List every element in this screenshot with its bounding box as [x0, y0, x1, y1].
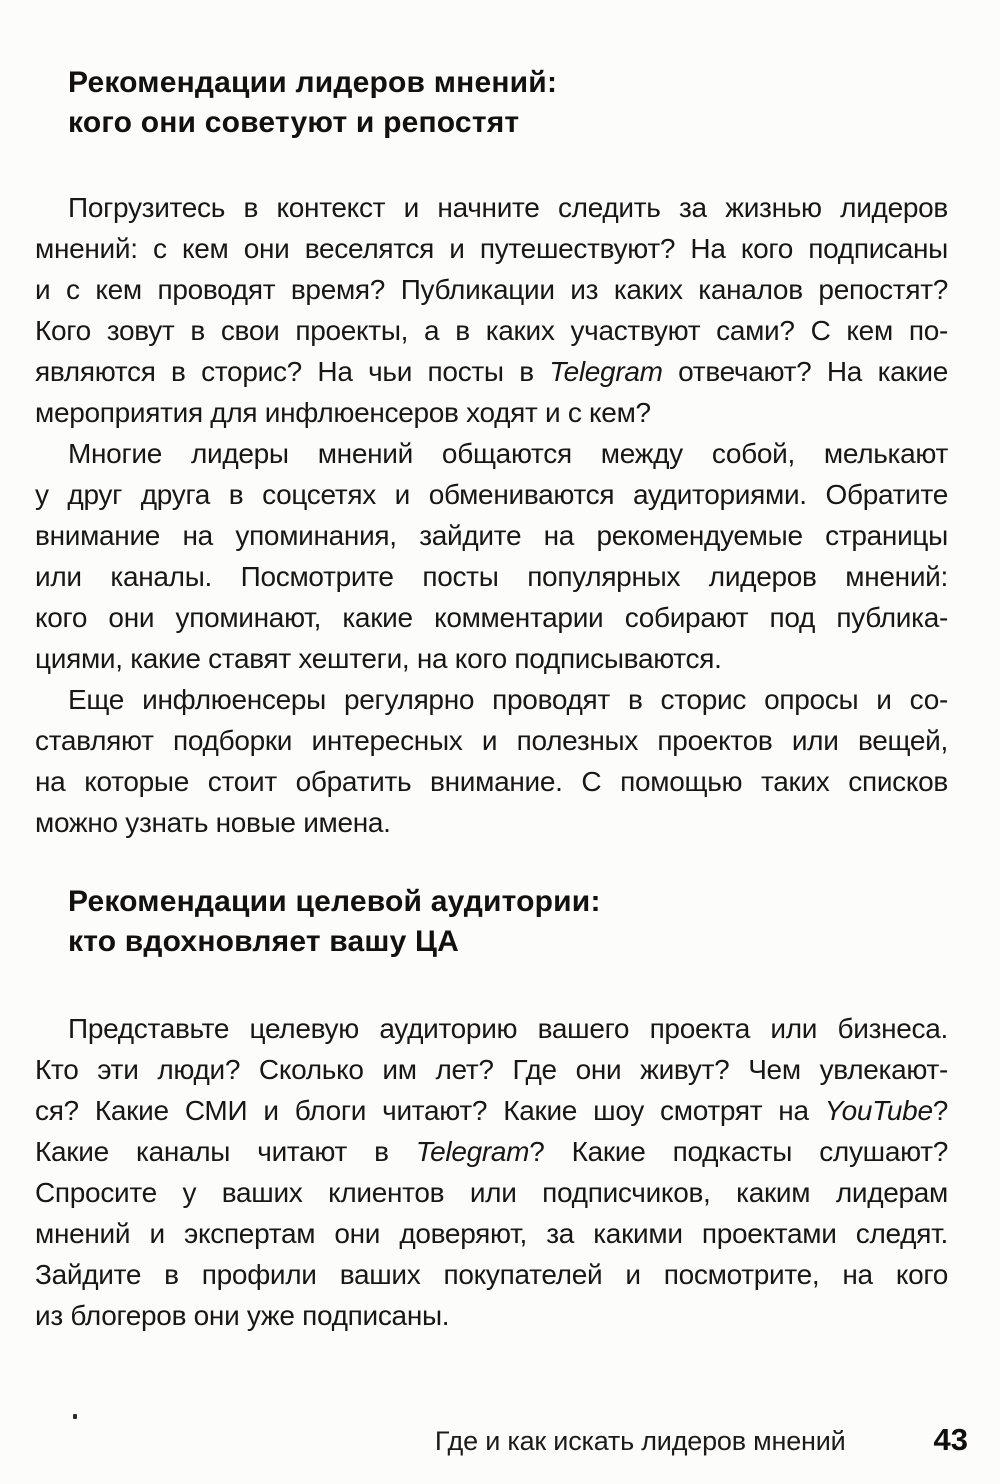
- section-heading-influencer-recommendations: [68, 63, 948, 143]
- paragraph: [35, 433, 948, 679]
- text-run: на которые стоит обратить внимание. С помощью таких списков: [35, 766, 948, 797]
- text-run: ? Какие подкасты слушают?: [529, 1136, 948, 1167]
- text-line: [35, 474, 948, 515]
- text-run: Какие каналы читают в: [35, 1136, 416, 1167]
- text-run: из блогеров они уже подписаны.: [35, 1300, 450, 1331]
- text-line: [35, 515, 948, 556]
- text-line: [35, 433, 948, 474]
- brand-name-italic: YouTube: [824, 1095, 933, 1126]
- text-run: Еще инфлюенсеры регулярно проводят в сторис опросы и со-: [68, 684, 948, 715]
- text-run: Представьте целевую аудиторию вашего проекта или бизнеса.: [68, 1013, 948, 1044]
- page-number: 43: [933, 1422, 968, 1457]
- text-run: кого они упоминают, какие комментарии собирают под публика-: [35, 602, 948, 633]
- text-run: ся? Какие СМИ и блоги читают? Какие шоу смотрят на: [35, 1095, 825, 1126]
- text-line: [35, 556, 948, 597]
- paragraph: [35, 1008, 948, 1336]
- text-run: можно узнать новые имена.: [35, 807, 391, 838]
- text-line: [35, 720, 948, 761]
- text-line: [35, 597, 948, 638]
- text-run: и с кем проводят время? Публикации из каких каналов репостят?: [35, 274, 948, 305]
- text-run: или каналы. Посмотрите посты популярных лидеров мнений:: [35, 561, 948, 592]
- text-line: [35, 269, 948, 310]
- text-run: Спросите у ваших клиентов или подписчиков, каким лидерам: [35, 1177, 948, 1208]
- page-footer: [0, 1422, 968, 1458]
- text-line: [35, 351, 948, 392]
- text-run: циями, какие ставят хештеги, на кого подписываются.: [35, 643, 722, 674]
- running-footer-title: Где и как искать лидеров мнений: [434, 1426, 846, 1456]
- heading-line: Рекомендации целевой аудитории:: [68, 885, 601, 918]
- text-run: мнений и экспертам они доверяют, за какими проектами следят.: [35, 1218, 948, 1249]
- text-line: [35, 1090, 948, 1131]
- text-run: ставляют подборки интересных и полезных проектов или вещей,: [35, 725, 948, 756]
- brand-name-italic: Telegram: [415, 1136, 530, 1167]
- section-heading-audience-recommendations: [68, 882, 948, 962]
- text-line: [35, 1213, 948, 1254]
- text-line: [35, 310, 948, 351]
- text-line: [35, 1008, 948, 1049]
- text-run: Кто эти люди? Сколько им лет? Где они живут? Чем увлекают-: [35, 1054, 948, 1085]
- text-line: [35, 638, 948, 679]
- paragraph: [35, 679, 948, 843]
- heading-line: Рекомендации лидеров мнений:: [68, 66, 558, 99]
- text-line: [35, 1295, 948, 1336]
- text-line: [35, 1172, 948, 1213]
- text-line: [35, 187, 948, 228]
- text-line: [35, 1254, 948, 1295]
- text-line: [35, 802, 948, 843]
- text-run: мнений: с кем они веселятся и путешествуют? На кого подписаны: [35, 233, 948, 264]
- text-run: у друг друга в соцсетях и обмениваются аудиториями. Обратите: [35, 479, 948, 510]
- page-body: [35, 0, 948, 1336]
- text-line: [35, 1049, 948, 1090]
- text-line: [35, 679, 948, 720]
- text-line: [35, 1131, 948, 1172]
- heading-line: кого они советуют и репостят: [68, 106, 520, 139]
- text-run: мероприятия для инфлюенсеров ходят и с кем?: [35, 397, 651, 428]
- text-run: являются в сторис? На чьи посты в: [35, 356, 550, 387]
- paragraph: [35, 187, 948, 433]
- text-run: Погрузитесь в контекст и начните следить за жизнью лидеров: [68, 192, 948, 223]
- scan-artifact-dot: [73, 1414, 77, 1419]
- text-run: Кого зовут в свои проекты, а в каких участвуют сами? С кем по-: [35, 315, 948, 346]
- text-line: [35, 392, 948, 433]
- text-run: Многие лидеры мнений общаются между собой, мелькают: [68, 438, 948, 469]
- text-run: отвечают? На какие: [662, 356, 948, 387]
- brand-name-italic: Telegram: [549, 356, 663, 387]
- text-run: внимание на упоминания, зайдите на рекомендуемые страницы: [35, 520, 948, 551]
- text-line: [35, 761, 948, 802]
- text-run: ?: [932, 1095, 948, 1126]
- text-run: Зайдите в профили ваших покупателей и посмотрите, на кого: [35, 1259, 948, 1290]
- text-line: [35, 228, 948, 269]
- heading-line: кто вдохновляет вашу ЦА: [68, 925, 460, 958]
